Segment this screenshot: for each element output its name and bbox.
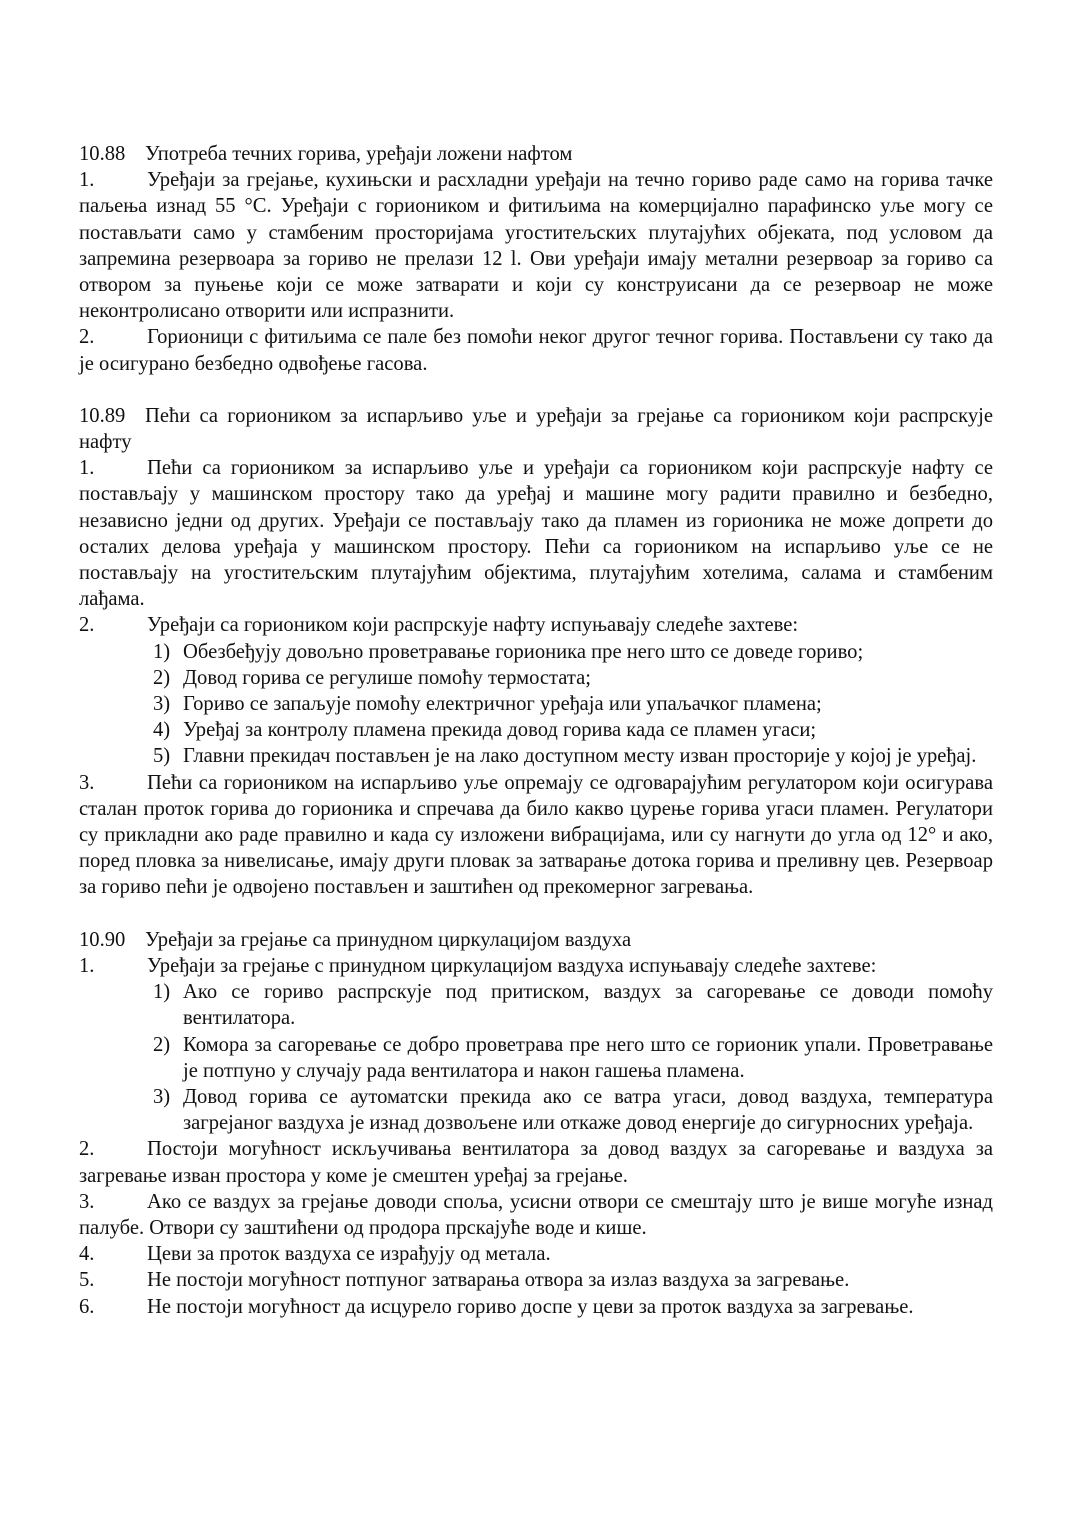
- paragraph-text: Не постоји могућност потпуног затварања отвора за излаз ваздуха за загревање.: [147, 1269, 850, 1292]
- sub-list-item: [79, 665, 993, 691]
- paragraph: [79, 1267, 993, 1293]
- sub-list-item: [79, 691, 993, 717]
- paragraph-number: 1.: [79, 169, 95, 192]
- document-page: [79, 141, 993, 1320]
- paragraph-text: Уређаји за грејање, кухињски и расхладни уређаји на течно гориво раде само на горива тачке паљења изнад 55 °C. Уређаји с гориоником и фитиљима на комерцијално парафинско уље могу се постављати само у стамбеним просторијама угоститељских плутајућих објеката, под условом да запремина резервоара за гориво не прелази 12 l. Ови уређаји имају метални резервоар за гориво са отвором за пуњење који се може затварати и који су конструисани да се резервоар не може неконтролисано отворити или испразнити.: [79, 169, 993, 323]
- paragraph-text: Постоји могућност искључивања вентилатора за довод ваздух за сагоревање и ваздуха за загревање изван простора у коме је смештен уређај за грејање.: [79, 1138, 993, 1187]
- sub-item-text: Довод горива се регулише помоћу термостата;: [183, 666, 592, 689]
- paragraph: [79, 612, 993, 638]
- sub-item-number: 3): [153, 1085, 171, 1108]
- sub-item-text: Комора за сагоревање се добро проветрава пре него што се горионик упали. Проветравање је потпуно у случају рада вентилатора и након гашења пламена.: [183, 1033, 993, 1082]
- paragraph: [79, 324, 993, 376]
- section-heading: [79, 403, 993, 455]
- paragraph-number: 1.: [79, 457, 95, 480]
- paragraph-text: Не постоји могућност да исцурело гориво доспе у цеви за проток ваздуха за загревање.: [147, 1295, 914, 1318]
- paragraph-text: Цеви за проток ваздуха се израђују од метала.: [147, 1243, 551, 1266]
- sub-item-text: Главни прекидач постављен је на лако доступном месту изван просторије у којој је уређај.: [183, 745, 977, 768]
- sub-item-text: Обезбеђују довољно проветравање горионика пре него што се доведе гориво;: [183, 640, 864, 663]
- paragraph: [79, 1241, 993, 1267]
- sub-list-item: [79, 743, 993, 769]
- sub-item-text: Ако се гориво распрскује под притиском, ваздух за сагоревање се доводи помоћу вентилатора.: [183, 981, 993, 1030]
- paragraph: [79, 455, 993, 612]
- paragraph-number: 3.: [79, 771, 95, 794]
- paragraph-number: 1.: [79, 954, 95, 977]
- sub-list: [79, 979, 993, 1136]
- paragraph-number: 4.: [79, 1243, 95, 1266]
- sub-list-item: [79, 1032, 993, 1084]
- paragraph-number: 6.: [79, 1295, 95, 1318]
- sub-item-text: Гориво се запаљује помоћу електричног уређаја или упаљачког пламена;: [183, 693, 822, 716]
- section-number: 10.88: [79, 143, 126, 165]
- section-heading: [79, 141, 993, 167]
- paragraph-text: Горионици с фитиљима се пале без помоћи неког другог течног горива. Постављени су тако да је осигурано безбедно одвођење гасова.: [79, 326, 993, 375]
- paragraph: [79, 167, 993, 324]
- section-heading: [79, 927, 993, 953]
- paragraph-text: Уређаји са гориоником који распрскује нафту испуњавају следеће захтеве:: [147, 614, 799, 637]
- sub-item-number: 3): [153, 693, 171, 716]
- paragraph-text: Ако се ваздух за грејање доводи споља, усисни отвори се смештају што је више могуће изнад палубе. Отвори су заштићени од продора прскајуће воде и кише.: [79, 1190, 993, 1239]
- sub-list: [79, 639, 993, 770]
- paragraph-number: 2.: [79, 614, 95, 637]
- sub-list-item: [79, 717, 993, 743]
- paragraph: [79, 1189, 993, 1241]
- paragraph: [79, 1294, 993, 1320]
- paragraph-number: 3.: [79, 1190, 95, 1213]
- section: [79, 403, 993, 901]
- sub-list-item: [79, 639, 993, 665]
- section-title: Уређаји за грејање са принудном циркулацијом ваздуха: [145, 928, 632, 951]
- sub-item-number: 1): [153, 640, 171, 663]
- section-title: Пећи са гориоником за испарљиво уље и уређаји за грејање са гориоником који распрскује нафту: [79, 404, 993, 454]
- section-number: 10.89: [79, 404, 126, 427]
- sub-item-number: 4): [153, 719, 171, 742]
- paragraph-number: 5.: [79, 1269, 95, 1292]
- paragraph-text: Пећи са гориоником на испарљиво уље опремају се одговарајућим регулатором који осигурава сталан проток горива до горионика и спречава да било какво цурење горива угаси пламен. Регулатори су прикладни ако раде правилно и када су изложени вибрацијама, или су нагнути до угла од 12° и ако, поред пловка за нивелисање, имају други пловак за затварање дотока горива и преливну цев. Резервоар за гориво пећи је одвојено постављен и заштићен од прекомерног загревања.: [79, 771, 993, 899]
- sub-item-number: 2): [153, 666, 171, 689]
- paragraph: [79, 770, 993, 901]
- sub-item-number: 5): [153, 745, 171, 768]
- section-title: Употреба течних горива, уређаји ложени нафтом: [145, 143, 573, 165]
- paragraph-text: Уређаји за грејање с принудном циркулацијом ваздуха испуњавају следеће захтеве:: [147, 954, 877, 977]
- paragraph-number: 2.: [79, 326, 95, 349]
- paragraph: [79, 953, 993, 979]
- section: [79, 141, 993, 377]
- sub-item-text: Довод горива се аутоматски прекида ако се ватра угаси, довод ваздуха, температура загрејаног ваздуха је изнад дозвољене или откаже довод енергије до сигурносних уређаја.: [183, 1085, 993, 1135]
- paragraph-number: 2.: [79, 1138, 95, 1161]
- section: [79, 927, 993, 1320]
- sub-item-number: 1): [153, 981, 171, 1004]
- sub-list-item: [79, 1084, 993, 1136]
- sub-list-item: [79, 979, 993, 1031]
- section-number: 10.90: [79, 928, 126, 951]
- paragraph: [79, 1136, 993, 1188]
- paragraph-text: Пећи са гориоником за испарљиво уље и уређаји са гориоником који распрскује нафту се постављају у машинском простору тако да уређај и машине могу радити правилно и безбедно, независно једни од других. Уређаји се постављају тако да пламен из горионика не може допрети до осталих делова уређаја у машинском простору. Пећи са гориоником на испарљиво уље се не постављају на угоститељским плутајућим објектима, плутајућим хотелима, салама и стамбеним лађама.: [79, 457, 993, 611]
- sub-item-text: Уређај за контролу пламена прекида довод горива када се пламен угаси;: [183, 719, 817, 742]
- sub-item-number: 2): [153, 1033, 171, 1056]
